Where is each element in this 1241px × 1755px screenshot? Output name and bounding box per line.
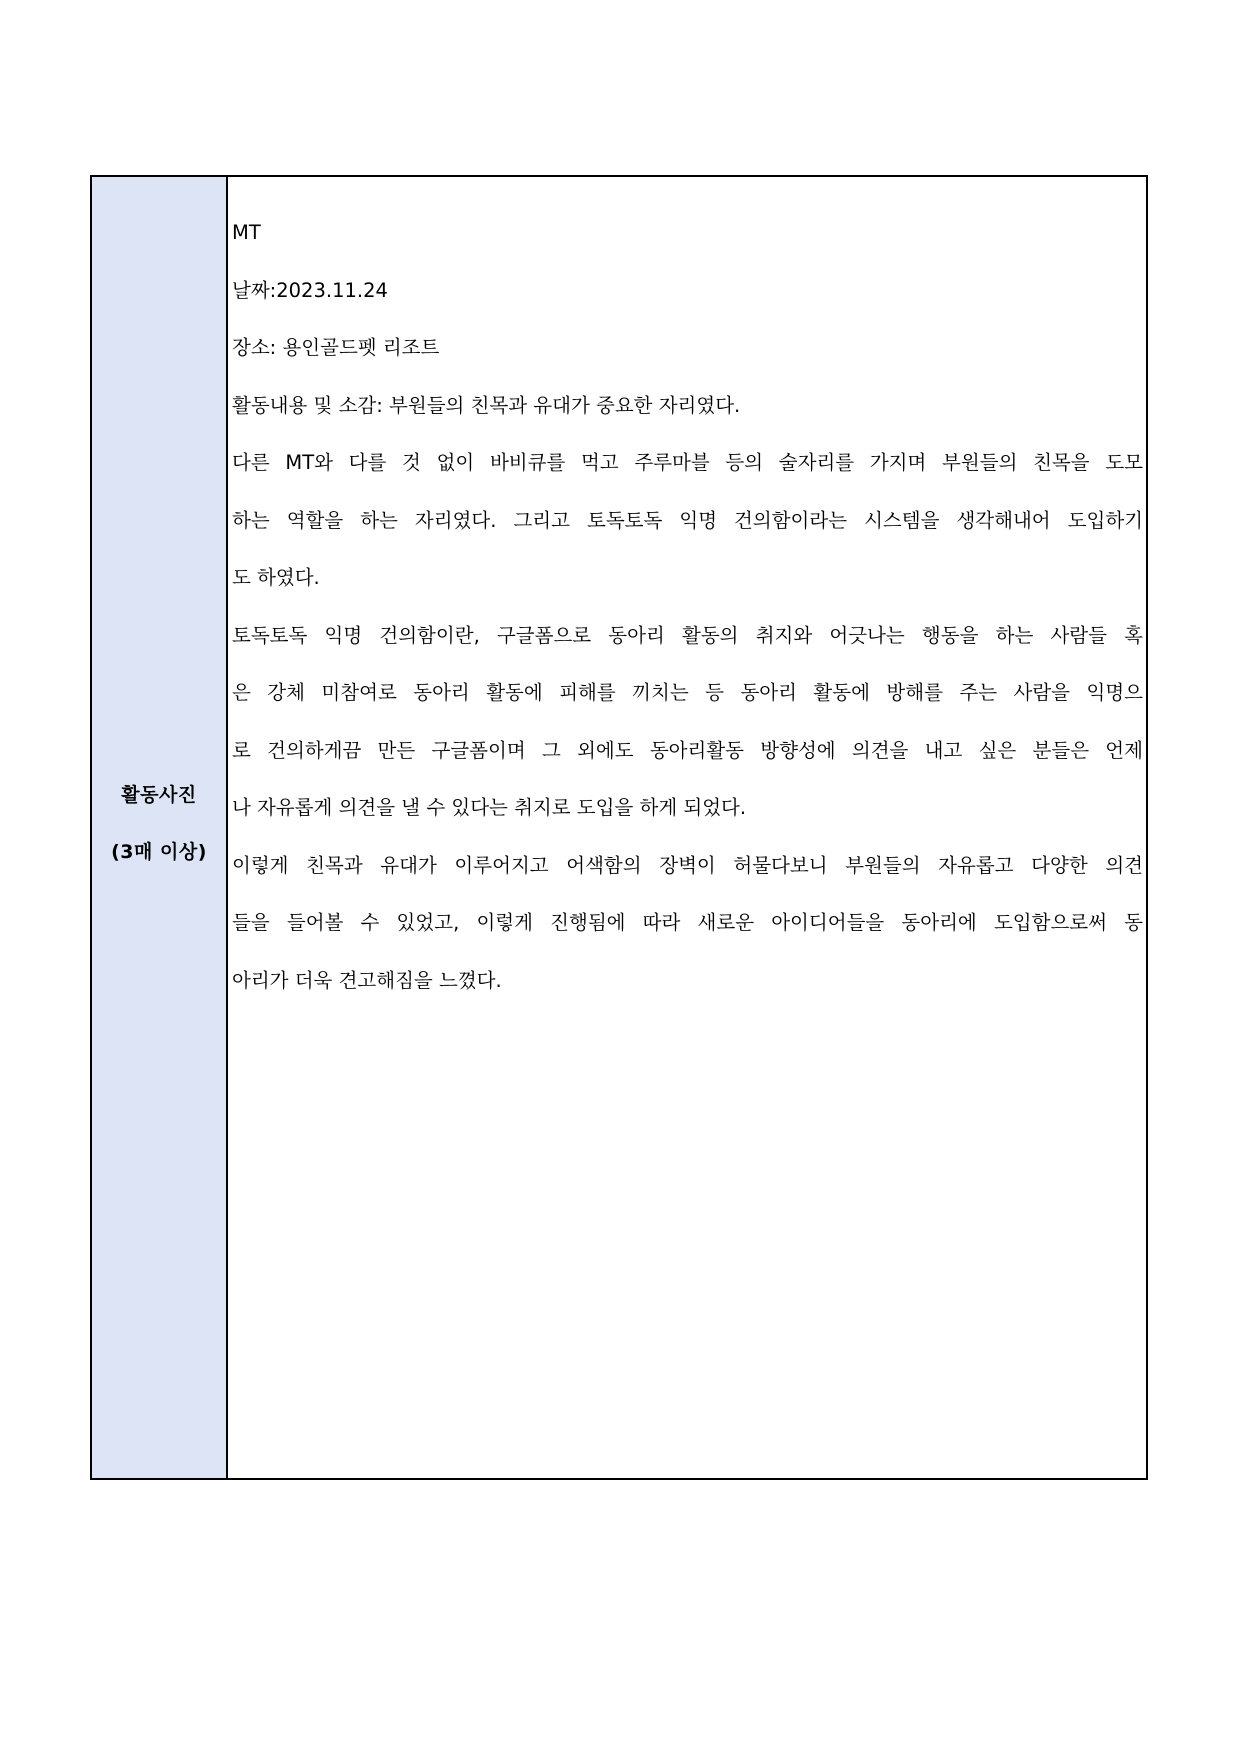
- content-line: 은 강체 미참여로 동아리 활동에 피해를 끼치는 등 동아리 활동에 방해를 주는 사람을 익명으: [232, 681, 1143, 704]
- content-line: 이렇게 친목과 유대가 이루어지고 어색함의 장벽이 허물다보니 부원들의 자유롭고 다양한 의견: [232, 853, 1143, 877]
- content-line: 도 하였다.: [232, 566, 320, 589]
- content-line: 토독토독 익명 건의함이란, 구글폼으로 동아리 활동의 취지와 어긋나는 행동을 하는 사람들 혹: [232, 623, 1143, 647]
- content-line: 나 자유롭게 의견을 낼 수 있다는 취지로 도입을 하게 되었다.: [232, 796, 747, 819]
- content-line: 로 건의하게끔 만든 구글폼이며 그 외에도 동아리활동 방향성에 의견을 내고 싶은 분들은 언제: [232, 738, 1143, 762]
- activity-table: [90, 175, 1148, 1480]
- content-line: 아리가 더욱 견고해짐을 느꼈다.: [232, 968, 502, 992]
- content-line: 날짜:2023.11.24: [232, 278, 388, 302]
- activity-content-cell: [228, 177, 1146, 1478]
- content-line: MT: [232, 221, 261, 244]
- activity-photo-label-cell: [92, 177, 228, 1478]
- content-line: 활동내용 및 소감: 부원들의 친목과 유대가 중요한 자리였다.: [232, 393, 741, 417]
- content-line: 다른 MT와 다를 것 없이 바비큐를 먹고 주루마블 등의 술자리를 가지며 부원들의 친목을 도모: [232, 451, 1143, 474]
- activity-description: [232, 217, 1143, 1022]
- content-line: 장소: 용인골드펫 리조트: [232, 336, 440, 359]
- content-line: 하는 역할을 하는 자리였다. 그리고 토독토독 익명 건의함이라는 시스템을 생각해내어 도입하기: [232, 508, 1143, 532]
- label-title: 활동사진: [121, 784, 197, 806]
- label-subtitle: (3매 이상): [111, 841, 207, 863]
- content-line: 들을 들어볼 수 있었고, 이렇게 진행됨에 따라 새로운 아이디어들을 동아리에 도입함으로써 동: [232, 911, 1143, 934]
